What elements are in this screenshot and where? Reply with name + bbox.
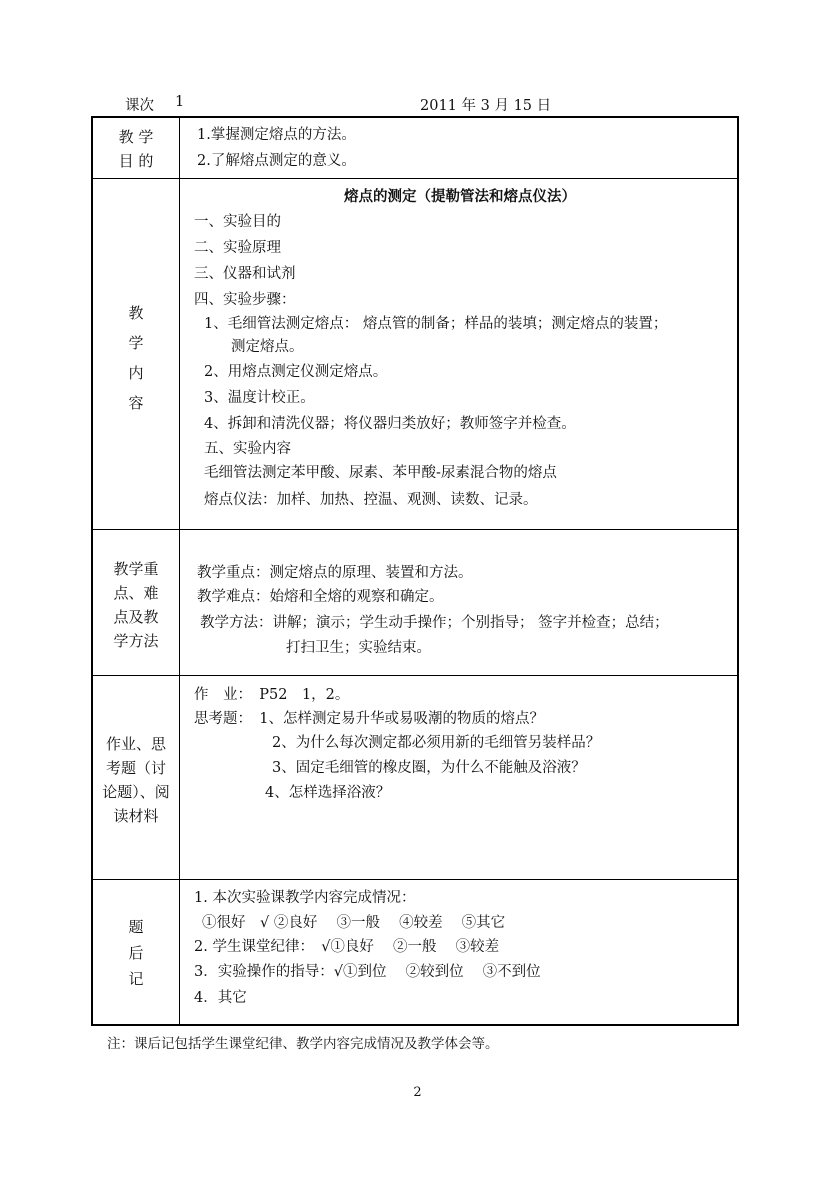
postnotes-line: 3．实验操作的指导：√①到位 ②较到位 ③不到位	[194, 964, 541, 980]
objective-line: 1.掌握测定熔点的方法。	[197, 127, 356, 143]
row-divider	[93, 675, 737, 676]
objective-line: 2.了解熔点测定的意义。	[197, 153, 356, 169]
content-line: 2、用熔点测定仪测定熔点。	[204, 364, 388, 380]
column-divider	[179, 118, 180, 1024]
content-line: 五、实验内容	[204, 441, 291, 457]
homework-line: 3、固定毛细管的橡皮圈，为什么不能触及浴液？	[272, 760, 586, 776]
content-line: 1、毛细管法测定熔点： 熔点管的制备；样品的装填；测定熔点的装置；	[204, 316, 668, 332]
keypoints-line: 教学方法：讲解；演示；学生动手操作；个别指导； 签字并检查；总结；	[200, 615, 669, 631]
content-line: 二、实验原理	[194, 240, 281, 256]
row-divider	[93, 529, 737, 530]
content-line: 熔点仪法：加样、加热、控温、观测、读数、记录。	[204, 492, 538, 508]
page-number: 2	[413, 1085, 422, 1100]
lesson-date: 2011 年 3 月 15 日	[420, 98, 552, 114]
row-divider	[93, 178, 737, 179]
content-line: 3、温度计校正。	[204, 390, 315, 406]
content-line: 测定熔点。	[231, 339, 304, 355]
keypoints-line: 教学重点：测定熔点的原理、装置和方法。	[197, 565, 473, 581]
content-line: 4、拆卸和清洗仪器；将仪器归类放好；教师签字并检查。	[204, 416, 576, 432]
postnotes-line: 4．其它	[194, 990, 247, 1006]
lesson-number: 1	[175, 94, 185, 110]
lesson-label: 课次	[125, 98, 154, 114]
content-label: 教 学 内 容	[128, 304, 144, 412]
postnotes-line: ①很好 √ ②良好 ③一般 ④较差 ⑤其它	[202, 915, 506, 931]
postnotes-line: 1. 本次实验课教学内容完成情况：	[194, 890, 416, 906]
objectives-label: 教 学 目 的	[118, 128, 154, 170]
postnotes-line: 2. 学生课堂纪律： √①良好 ②一般 ③较差	[194, 939, 500, 955]
content-title: 熔点的测定（提勒管法和熔点仪法）	[344, 188, 576, 205]
postnotes-label: 题 后 记	[128, 918, 144, 988]
homework-line: 2、为什么每次测定都必须用新的毛细管另装样品？	[272, 735, 601, 751]
homework-line: 作 业： P52 1，2。	[194, 687, 350, 703]
content-line: 四、实验步骤：	[194, 292, 296, 308]
homework-line: 4、怎样选择浴液？	[265, 785, 391, 801]
homework-line: 思考题： 1、怎样测定易升华或易吸潮的物质的熔点？	[194, 711, 544, 727]
keypoints-label: 教学重 点、难 点及教 学方法	[113, 560, 159, 650]
keypoints-line: 教学难点：始熔和全熔的观察和确定。	[197, 589, 444, 605]
row-divider	[93, 879, 737, 880]
footnote: 注：课后记包括学生课堂纪律、教学内容完成情况及教学体会等。	[107, 1036, 499, 1052]
lesson-plan-table	[91, 116, 739, 1026]
content-line: 毛细管法测定苯甲酸、尿素、苯甲酸-尿素混合物的熔点	[204, 465, 557, 481]
homework-label: 作业、思 考题（讨 论题）、阅 读材料	[102, 735, 170, 825]
content-line: 三、仪器和试剂	[194, 266, 296, 282]
keypoints-line: 打扫卫生；实验结束。	[286, 640, 431, 656]
content-line: 一、实验目的	[194, 214, 281, 230]
